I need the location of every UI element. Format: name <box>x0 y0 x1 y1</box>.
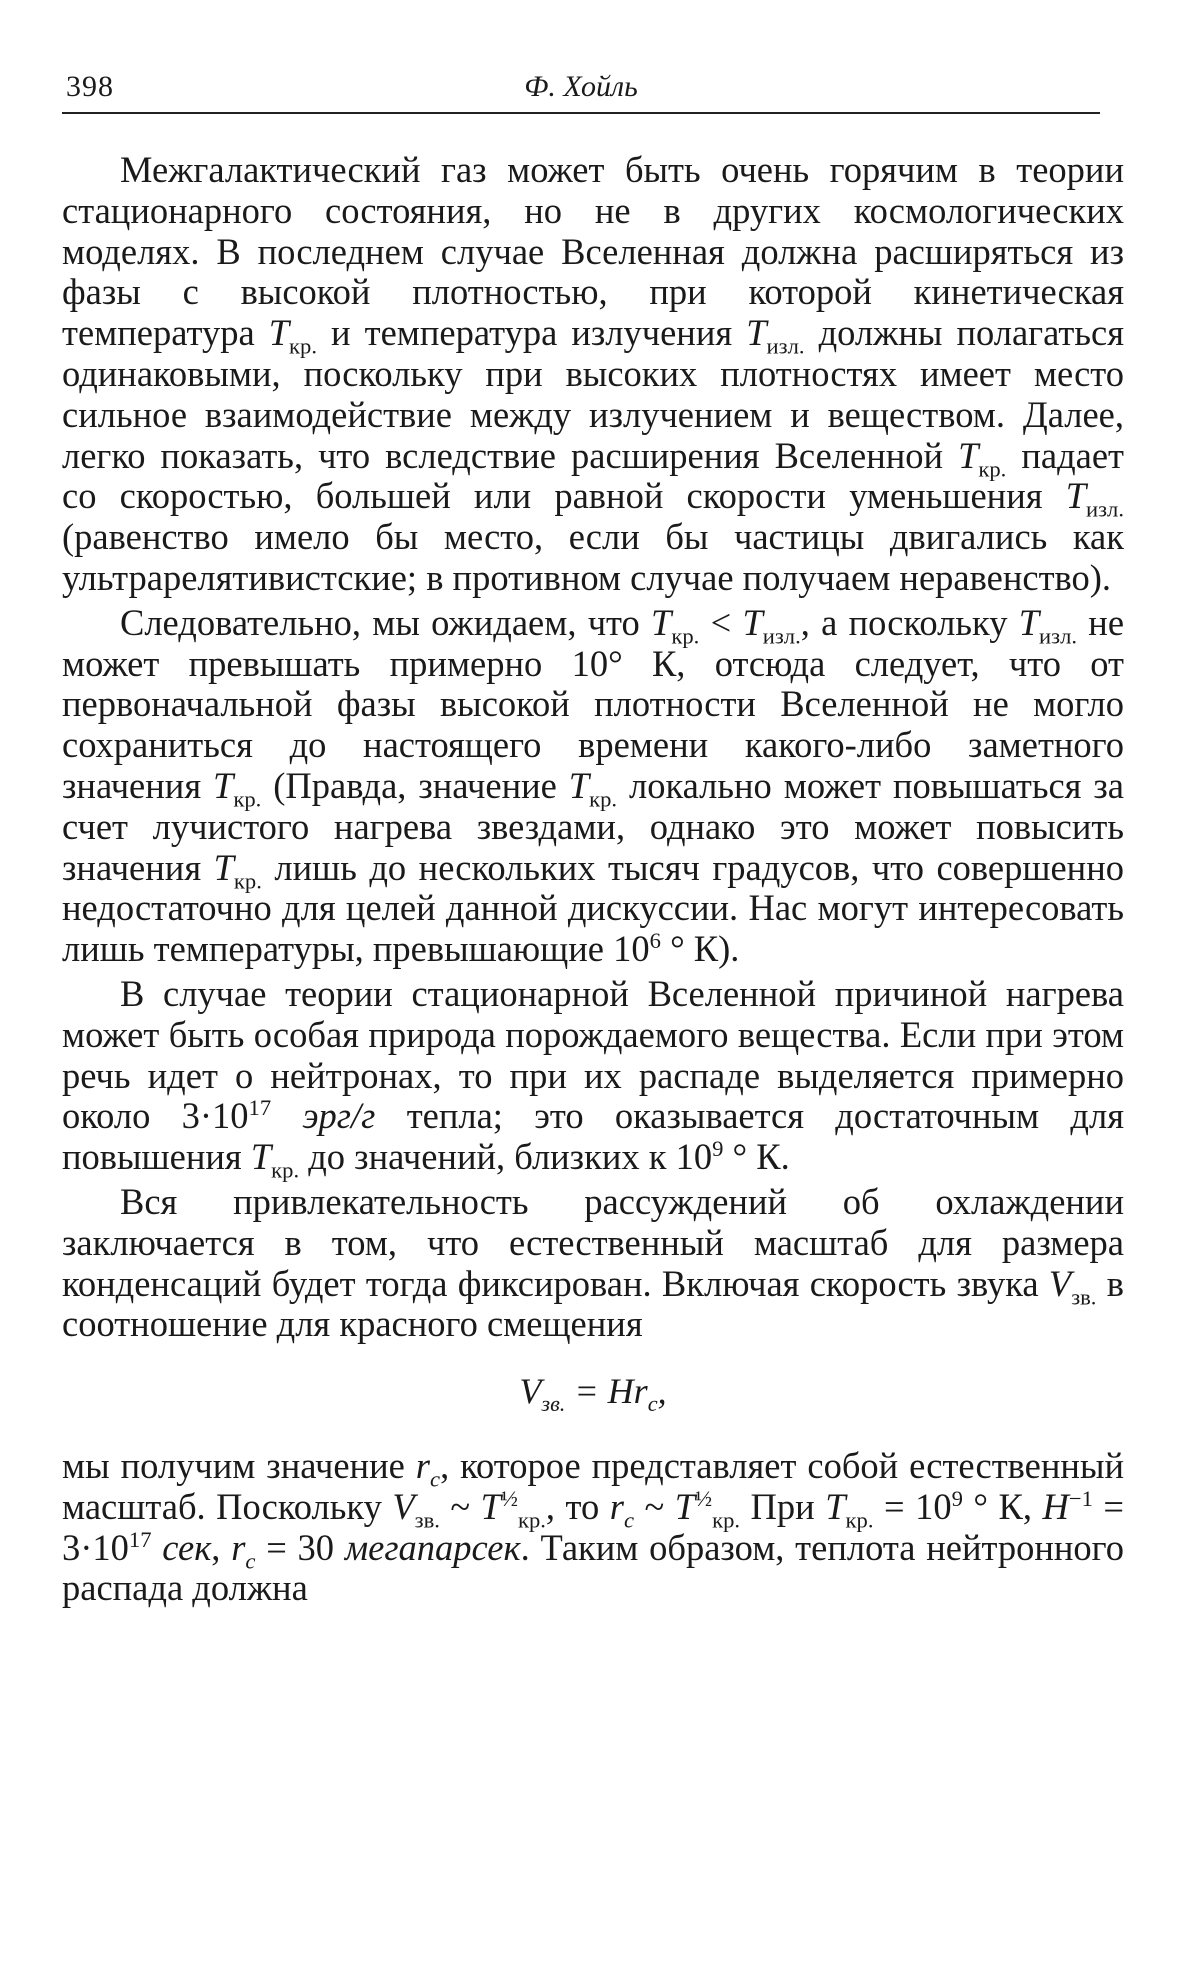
superscript: ½ <box>500 1485 518 1511</box>
text-run: r <box>609 1485 624 1527</box>
text-run: T <box>742 601 763 643</box>
text-run: T <box>674 1485 696 1527</box>
text-run: T <box>1065 475 1086 517</box>
text-run: T <box>213 846 234 888</box>
text-run: r <box>415 1444 431 1486</box>
text-run: T <box>825 1485 846 1527</box>
paragraph-continued <box>62 1446 1124 1609</box>
text-run: Hr <box>607 1371 648 1412</box>
running-head: Ф. Хойль <box>524 70 638 103</box>
text-run: = <box>565 1371 608 1412</box>
text-run: V <box>392 1485 415 1527</box>
text-run: H <box>1042 1485 1069 1527</box>
subscript: кр. <box>517 1507 546 1532</box>
text-run: T <box>1018 601 1040 643</box>
subscript: кр. <box>271 1157 300 1183</box>
text-run: падает со скоростью, большей или равной скорости уменьшения <box>62 434 1124 517</box>
text-run: ~ <box>634 1485 675 1527</box>
subscript: кр. <box>671 623 700 649</box>
superscript: 17 <box>248 1095 272 1121</box>
text-run: мы получим значение <box>62 1444 416 1486</box>
subscript: кр. <box>712 1507 741 1532</box>
subscript: c <box>430 1466 441 1492</box>
subscript: кр. <box>978 455 1007 481</box>
formula <box>62 1371 1124 1417</box>
text-run: ° К). <box>660 928 740 970</box>
subscript: c <box>624 1507 635 1532</box>
subscript: зв. <box>541 1391 566 1417</box>
text-run: T <box>746 312 767 354</box>
subscript: кр. <box>845 1507 874 1532</box>
page-header <box>62 62 1100 114</box>
paragraph <box>62 603 1124 970</box>
text-run: = 10 <box>873 1485 952 1527</box>
text-run: , а поскольку <box>800 601 1019 643</box>
text-run: T <box>268 312 290 354</box>
text-run: T <box>568 764 590 806</box>
text-run: не может превышать примерно 10° К, отсюда следует, что от первоначальной фазы высокой плотности Вселенной не могло сохраниться до настоящего времени какого-либо заметного значения <box>62 601 1125 806</box>
text-run: T <box>651 601 672 643</box>
text-run: в соотношение для красного смещения <box>62 1262 1124 1345</box>
text-run: = 30 <box>255 1526 345 1568</box>
subscript: изл. <box>766 333 805 359</box>
subscript: c <box>245 1547 256 1573</box>
superscript: ½ <box>695 1485 713 1511</box>
paragraph <box>62 150 1124 599</box>
body-text <box>62 150 1124 1609</box>
subscript: кр. <box>589 786 618 812</box>
text-run: = 3·10 <box>62 1485 1124 1568</box>
superscript: 17 <box>128 1526 152 1552</box>
text-run: , то <box>545 1485 610 1527</box>
subscript: c <box>647 1391 658 1417</box>
page-number: 398 <box>66 70 114 103</box>
text-run: Вся привлекательность рассуждений об охлаждении заключается в том, что естественный масштаб для размера конденсаций будет тогда фиксирован. Включая скорость звука <box>62 1180 1124 1304</box>
text-run: тепла; это оказывается достаточным для повышения <box>62 1095 1124 1178</box>
text-run: должны полагаться одинаковыми, поскольку при высоких плотностях имеет место сильное взаимодействие между излучением и веществом. Далее, легко показать, что вследствие расширения Вселенной <box>62 312 1124 476</box>
superscript: 9 <box>712 1135 724 1161</box>
text-run <box>271 1095 302 1136</box>
text-run: Следовательно, мы ожидаем, что <box>120 601 652 643</box>
text-run: В случае теории стационарной Вселенной причиной нагрева может быть особая природа порождаемого вещества. Если при этом речь идет о нейтронах, то при их распаде выделяется примерно около 3·10 <box>62 972 1124 1137</box>
text-run: (равенство имело бы место, если бы частицы двигались как ультрарелятивистские; в противном случае получаем неравенство). <box>62 516 1124 598</box>
text-run <box>152 1527 163 1568</box>
subscript: кр. <box>233 867 262 893</box>
subscript: изл. <box>762 623 801 649</box>
text-run: , <box>211 1526 232 1568</box>
text-run: T <box>250 1136 272 1178</box>
text-run: эрг/г <box>302 1095 376 1137</box>
subscript: изл. <box>1039 623 1078 649</box>
superscript: −1 <box>1068 1485 1093 1511</box>
text-run: ° К. <box>723 1136 790 1178</box>
text-run: . Таким образом, теплота нейтронного распада должна <box>62 1526 1124 1609</box>
superscript: 9 <box>951 1485 963 1511</box>
text-run: локально может повышаться за счет лучистого нагрева звездами, однако это может повысить значения <box>62 764 1124 888</box>
text-run: , <box>657 1371 667 1412</box>
text-run: < <box>699 601 743 643</box>
text-run: ° К, <box>962 1485 1043 1527</box>
paragraph <box>62 972 1124 1183</box>
paragraph <box>62 1182 1124 1345</box>
text-run: T <box>480 1485 501 1527</box>
text-run: При <box>740 1485 826 1527</box>
text-run: (Правда, значение <box>261 764 569 806</box>
text-run: T <box>958 434 979 476</box>
text-run: лишь до нескольких тысяч градусов, что совершенно недостаточно для целей данной дискуссии. Нас могут интересовать лишь температуры, превышающие 10 <box>62 846 1124 970</box>
text-run: мегапарсек <box>344 1526 521 1568</box>
text-run: , которое представляет собой естественный масштаб. Поскольку <box>62 1444 1125 1527</box>
subscript: зв. <box>414 1507 440 1532</box>
superscript: 6 <box>649 927 661 953</box>
subscript: кр. <box>289 333 317 359</box>
text-run: Межгалактический газ может быть очень горячим в теории стационарного состояния, но не в других космологических моделях. В последнем случае Вселенная должна расширяться из фазы с высокой плотностью, при которой кинетическая температура <box>62 149 1124 354</box>
text-run: и температура излучения <box>317 312 747 354</box>
subscript: зв. <box>1071 1283 1097 1309</box>
text-run: V <box>519 1371 542 1412</box>
subscript: кр. <box>233 786 262 812</box>
text-run: сек <box>162 1526 212 1568</box>
text-run: T <box>213 764 234 806</box>
text-run: V <box>1048 1262 1072 1304</box>
text-run: до значений, близких к 10 <box>299 1136 713 1178</box>
text-run: ~ <box>439 1485 481 1527</box>
subscript: изл. <box>1086 496 1124 522</box>
text-run: r <box>231 1526 246 1568</box>
